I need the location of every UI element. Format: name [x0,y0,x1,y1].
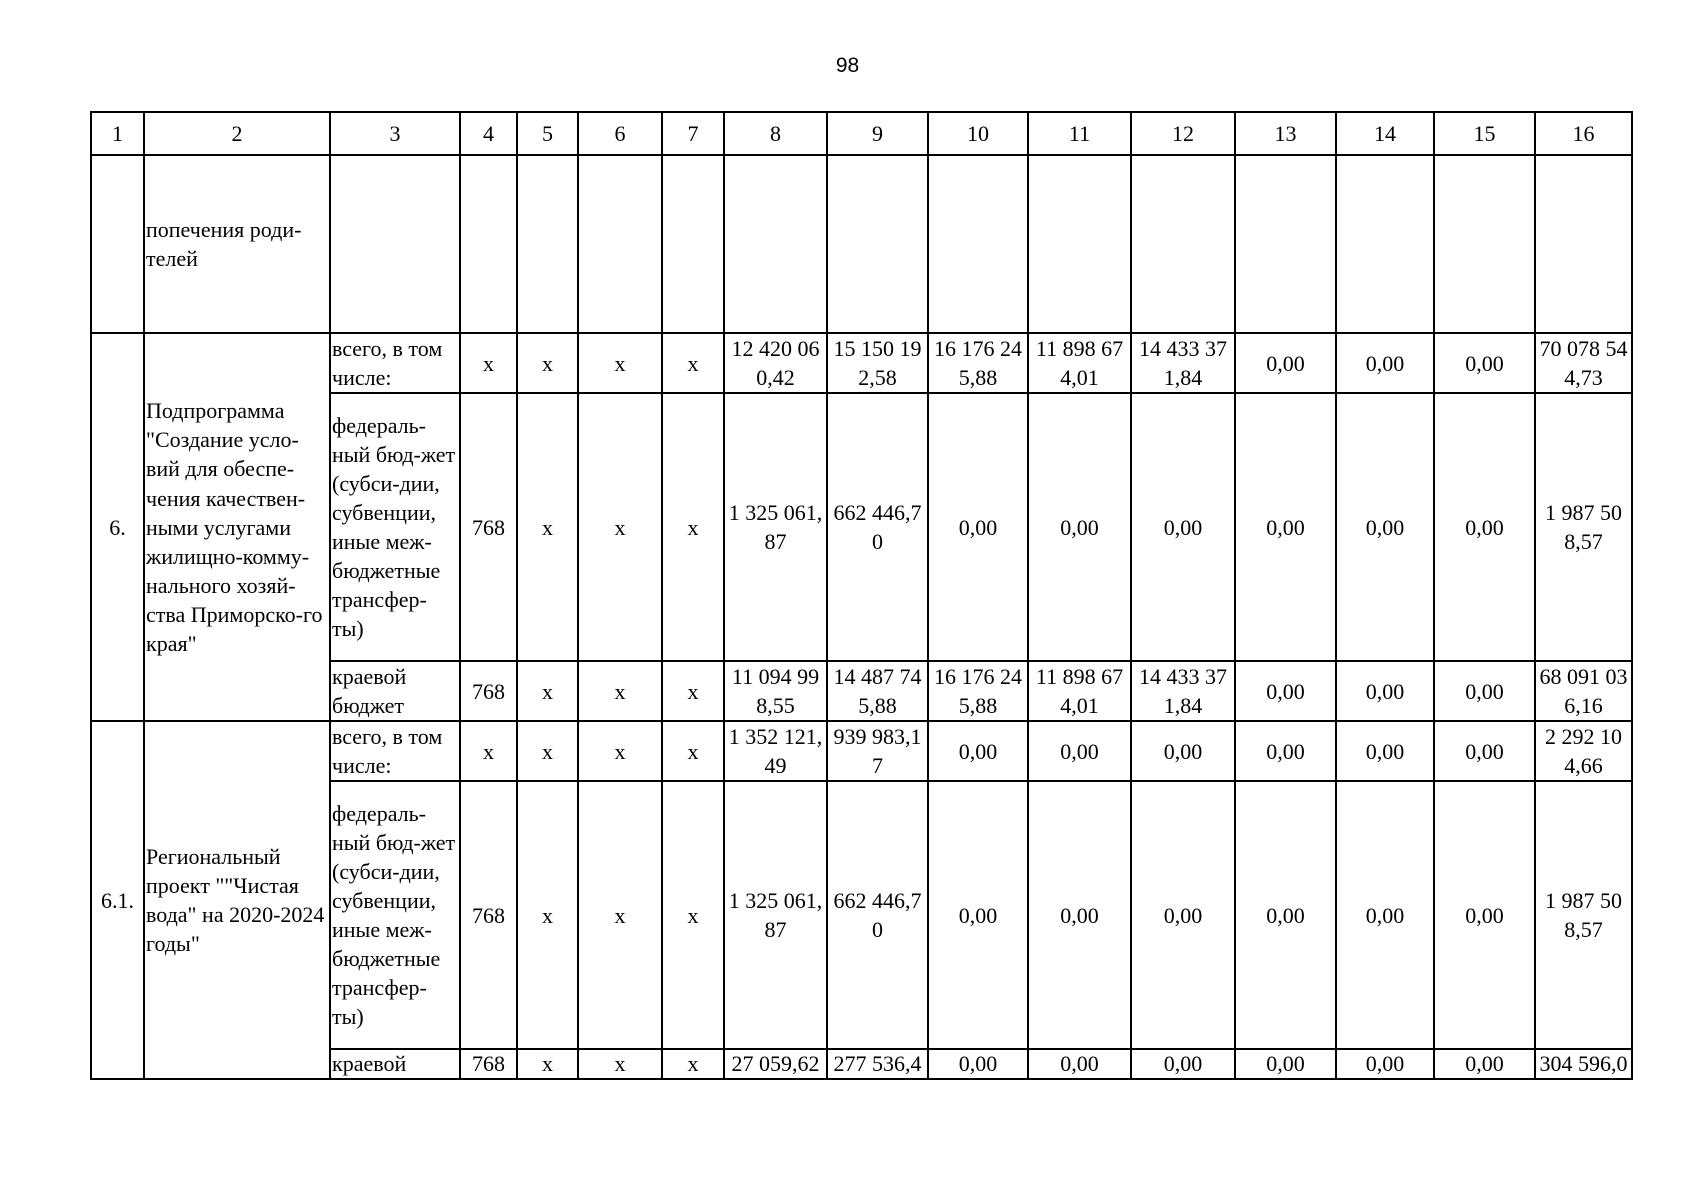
column-number-cell: 2 [144,112,330,155]
table-cell: 14 487 745,88 [827,661,928,721]
table-cell: 0,00 [928,721,1028,781]
table-cell: 0,00 [1336,1049,1434,1079]
table-cell: 0,00 [1336,333,1434,393]
table-cell: x [578,721,662,781]
column-number-row [91,112,1632,155]
column-number-cell: 10 [928,112,1028,155]
empty-cell [1535,155,1632,333]
table-cell: 0,00 [1434,721,1535,781]
table-cell: 0,00 [1434,393,1535,661]
table-cell: 0,00 [1235,661,1336,721]
table-cell: x [662,333,724,393]
table-cell: 0,00 [928,781,1028,1049]
table-cell: 0,00 [1028,393,1131,661]
table-cell: 0,00 [1336,661,1434,721]
table-cell: 0,00 [928,393,1028,661]
section-number-cell: 6.1. [91,721,144,1079]
funding-source-cell: краевой [330,1049,460,1079]
table-cell: 0,00 [928,1049,1028,1079]
section-number-cell: 6. [91,333,144,721]
column-number-cell: 5 [517,112,578,155]
table-cell: 304 596,0 [1535,1049,1632,1079]
column-number-cell: 16 [1535,112,1632,155]
table-cell: 0,00 [1434,333,1535,393]
table-cell: 768 [460,661,517,721]
table-cell: 768 [460,393,517,661]
table-cell: 12 420 060,42 [724,333,827,393]
column-number-cell: 12 [1131,112,1235,155]
column-number-cell: 15 [1434,112,1535,155]
empty-cell [330,155,460,333]
table-cell: x [578,333,662,393]
empty-cell [91,155,144,333]
table-cell: 1 352 121,49 [724,721,827,781]
table-cell: 0,00 [1336,781,1434,1049]
table-cell: 0,00 [1336,393,1434,661]
empty-cell [1434,155,1535,333]
continuation-name-cell: попечения роди-телей [144,155,330,333]
table-cell: 0,00 [1131,393,1235,661]
funding-source-cell: всего, в том числе: [330,721,460,781]
table-cell: 0,00 [1434,781,1535,1049]
table-cell: 662 446,70 [827,781,928,1049]
table-cell: 11 898 674,01 [1028,333,1131,393]
table-cell: x [517,333,578,393]
empty-cell [1131,155,1235,333]
table-cell: 1 987 508,57 [1535,393,1632,661]
table-cell: 0,00 [1235,781,1336,1049]
funding-source-cell: краевой бюджет [330,661,460,721]
table-cell: 16 176 245,88 [928,661,1028,721]
page-number: 98 [835,54,860,77]
table-cell: x [662,1049,724,1079]
section-6-total-row [91,333,1632,393]
table-cell: 0,00 [1028,1049,1131,1079]
empty-cell [578,155,662,333]
budget-table [90,111,1633,1080]
table-cell: x [578,393,662,661]
column-number-cell: 1 [91,112,144,155]
table-cell: x [578,781,662,1049]
table-cell: x [578,1049,662,1079]
table-cell: 1 987 508,57 [1535,781,1632,1049]
table-cell: x [662,721,724,781]
funding-source-cell: всего, в том числе: [330,333,460,393]
table-cell: 768 [460,1049,517,1079]
column-number-cell: 6 [578,112,662,155]
table-cell: 0,00 [1434,1049,1535,1079]
table-cell: 27 059,62 [724,1049,827,1079]
section-name-cell: Региональный проект ""Чистая вода" на 2020-2024 годы" [144,721,330,1079]
empty-cell [460,155,517,333]
section-name-cell: Подпрограмма "Создание усло-вий для обеспе-чения качествен-ными услугами жилищно-комму-нального хозяй-ства Приморско-го края" [144,333,330,721]
table-cell: 0,00 [1235,1049,1336,1079]
table-cell: 70 078 544,73 [1535,333,1632,393]
table-cell: x [662,661,724,721]
column-number-cell: 9 [827,112,928,155]
empty-cell [517,155,578,333]
table-cell: 0,00 [1434,661,1535,721]
empty-cell [662,155,724,333]
column-number-cell: 14 [1336,112,1434,155]
table-cell: 1 325 061,87 [724,781,827,1049]
empty-cell [1028,155,1131,333]
table-cell: 14 433 371,84 [1131,333,1235,393]
table-cell: x [517,721,578,781]
table-cell: 1 325 061,87 [724,393,827,661]
funding-source-cell: федераль-ный бюд-жет (субси-дии, субвенции, иные меж-бюджетные трансфер-ты) [330,393,460,661]
table-cell: 0,00 [1028,781,1131,1049]
table-cell: 15 150 192,58 [827,333,928,393]
table-cell: 0,00 [1028,721,1131,781]
table-cell: 662 446,70 [827,393,928,661]
table-cell: 768 [460,781,517,1049]
table-cell: 0,00 [1336,721,1434,781]
table-cell: x [517,393,578,661]
table-cell: 68 091 036,16 [1535,661,1632,721]
table-cell: x [662,393,724,661]
table-cell: x [460,721,517,781]
table-cell: 939 983,17 [827,721,928,781]
table-cell: x [460,333,517,393]
column-number-cell: 3 [330,112,460,155]
column-number-cell: 7 [662,112,724,155]
table-cell: 277 536,4 [827,1049,928,1079]
table-cell: 11 898 674,01 [1028,661,1131,721]
empty-cell [724,155,827,333]
table-cell: 0,00 [1235,393,1336,661]
table-cell: 0,00 [1131,721,1235,781]
table-cell: x [517,1049,578,1079]
empty-cell [827,155,928,333]
empty-cell [1235,155,1336,333]
table-cell: x [578,661,662,721]
table-cell: x [517,661,578,721]
table-cell: x [517,781,578,1049]
column-number-cell: 8 [724,112,827,155]
table-cell: 0,00 [1235,721,1336,781]
continuation-row [91,155,1632,333]
funding-source-cell: федераль-ный бюд-жет (субси-дии, субвенции, иные меж-бюджетные трансфер-ты) [330,781,460,1049]
column-number-cell: 13 [1235,112,1336,155]
table-cell: 11 094 998,55 [724,661,827,721]
section-6-1-total-row [91,721,1632,781]
column-number-cell: 4 [460,112,517,155]
table-cell: 0,00 [1235,333,1336,393]
table-cell: 0,00 [1131,1049,1235,1079]
empty-cell [1336,155,1434,333]
empty-cell [928,155,1028,333]
table-cell: 16 176 245,88 [928,333,1028,393]
column-number-cell: 11 [1028,112,1131,155]
table-cell: 14 433 371,84 [1131,661,1235,721]
table-cell: 0,00 [1131,781,1235,1049]
table-cell: 2 292 104,66 [1535,721,1632,781]
table-cell: x [662,781,724,1049]
